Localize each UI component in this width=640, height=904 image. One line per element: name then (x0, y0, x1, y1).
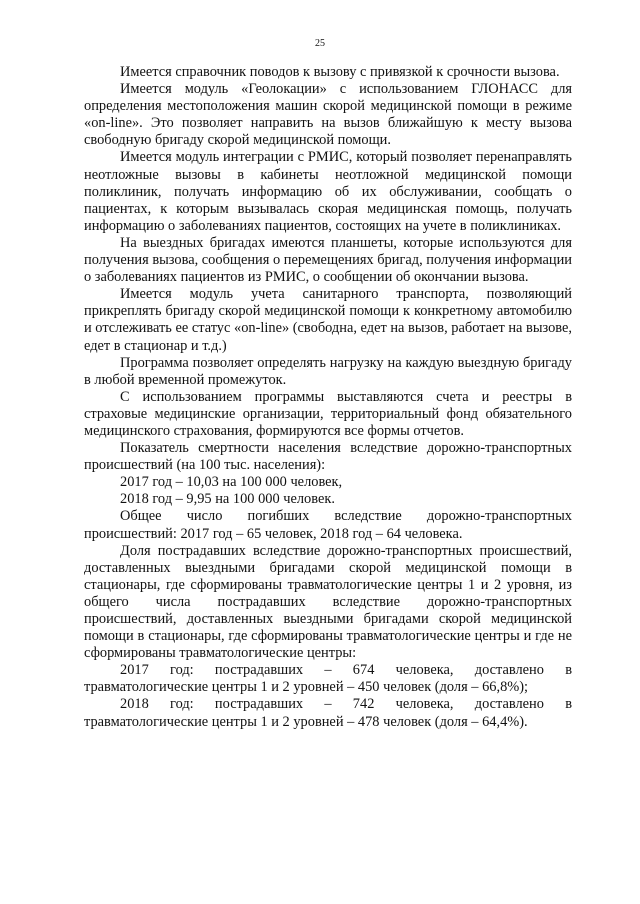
paragraph-reason-directory: Имеется справочник поводов к вызову с привязкой к срочности вызова. (120, 64, 560, 80)
body-text (84, 64, 572, 731)
paragraph-injured-2017: 2017 год: пострадавших – 674 человека, доставлено в травматологические центры 1 и 2 уровней – 450 человек (доля – 66,8%); (84, 662, 572, 696)
page-number: 25 (315, 38, 325, 49)
paragraph-transport-module: Имеется модуль учета санитарного транспорта, позволяющий прикреплять бригаду скорой медицинской помощи к конкретному автомобилю и отслеживать ее статус «on-line» (свободна, едет на вызов, работает на вызове, едет в стационар и т.д.) (84, 286, 572, 354)
paragraph-injured-share: Доля пострадавших вследствие дорожно-транспортных происшествий, доставленных выездными бригадами скорой медицинской помощи в стационары, где сформированы травматологические центры 1 и 2 уровня, из общего числа пострадавших вследствие дорожно-транспортных происшествий, доставленных выездными бригадами скорой медицинской помощи в стационары, где сформированы травматологические центры и где не сформированы травматологические центры: (84, 542, 572, 662)
paragraph-workload: Программа позволяет определять нагрузку на каждую выездную бригаду в любой временной промежуток. (84, 354, 572, 388)
paragraph-geolocation-module: Имеется модуль «Геолокации» с использованием ГЛОНАСС для определения местоположения машин скорой медицинской помощи в режиме «on-line». Это позволяет направить на вызов ближайшую к месту вызова свободную бригаду скорой медицинской помощи. (84, 81, 572, 149)
paragraph-invoices: С использованием программы выставляются счета и реестры в страховые медицинские организации, территориальный фонд обязательного медицинского страхования, формируются все формы отчетов. (84, 388, 572, 439)
paragraph-deaths-total: Общее число погибших вследствие дорожно-транспортных происшествий: 2017 год – 65 человек, 2018 год – 64 человека. (84, 508, 572, 542)
paragraph-tablets: На выездных бригадах имеются планшеты, которые используются для получения вызова, сообщения о перемещениях бригад, получения информации о заболеваниях пациентов из РМИС, о сообщении об окончании вызова. (84, 234, 572, 286)
paragraph-mortality-indicator: Показатель смертности населения вследствие дорожно-транспортных происшествий (на 100 тыс. населения): (84, 440, 572, 474)
paragraph-injured-2018: 2018 год: пострадавших – 742 человека, доставлено в травматологические центры 1 и 2 уровней – 478 человек (доля – 64,4%). (84, 696, 572, 730)
paragraph-mortality-2018: 2018 год – 9,95 на 100 000 человек. (120, 491, 335, 508)
paragraph-rmis-integration: Имеется модуль интеграции с РМИС, который позволяет перенаправлять неотложные вызовы в кабинеты неотложной медицинской помощи поликлиник, получать информацию об их обслуживании, сообщать о пациентах, к которым вызывалась скорая медицинская помощь, получать информацию о заболеваниях пациентов, состоящих на учете в поликлиниках. (84, 149, 572, 234)
paragraph-mortality-2017: 2017 год – 10,03 на 100 000 человек, (120, 474, 343, 491)
